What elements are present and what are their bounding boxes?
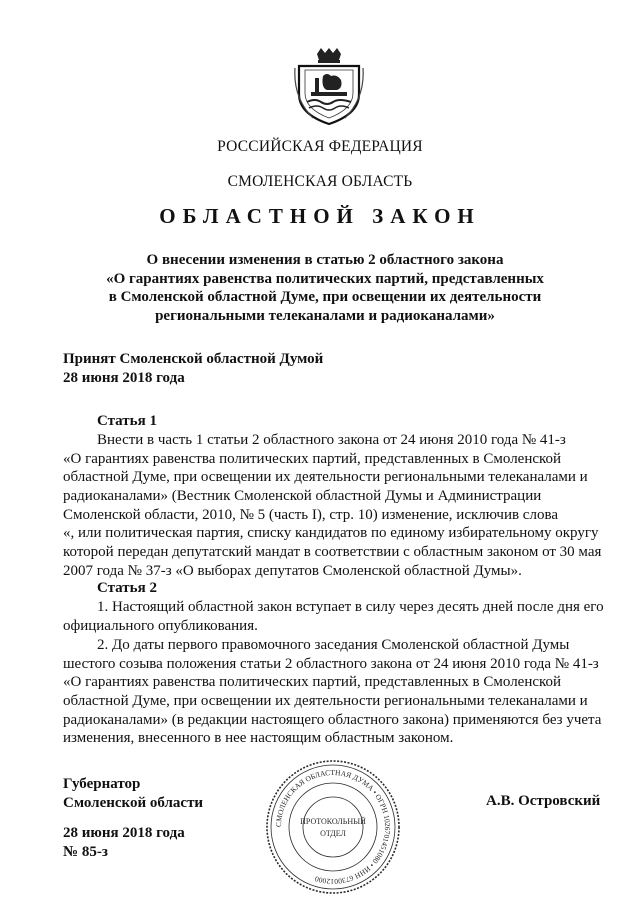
law-title: ОБЛАСТНОЙ ЗАКОН [159,204,481,228]
svg-text:ОТДЕЛ: ОТДЕЛ [320,829,346,838]
coat-of-arms-icon [293,48,365,128]
article-1-heading: Статья 1 [97,413,157,429]
svg-text:СМОЛЕНСКАЯ ОБЛАСТНАЯ ДУМА • ОГ: СМОЛЕНСКАЯ ОБЛАСТНАЯ ДУМА • ОГРН 1026701451080 • ИНН 6730012000 [273,767,393,887]
region-heading: СМОЛЕНСКАЯ ОБЛАСТЬ [227,173,413,190]
article-2-paragraph-1: 1. Настоящий областной закон вступает в силу через десять дней после дня его официального опубликования. [63,599,604,634]
article-2-heading: Статья 2 [97,580,157,596]
signing-date-block: 28 июня 2018 года № 85-з [63,825,185,860]
adoption-note: Принят Смоленской областной Думой 28 июня 2018 года [63,351,324,386]
svg-text:ПРОТОКОЛЬНЫЙ: ПРОТОКОЛЬНЫЙ [300,817,366,826]
official-seal-icon [263,757,403,897]
signatory-name: А.В. Островский [486,793,601,809]
law-subject: О внесении изменения в статью 2 областного закона «О гарантиях равенства политических партий, представленных в Смоленской областной Думе, при освещении их деятельности региональными телеканалами и радиоканалами» [106,252,544,324]
federation-heading: РОССИЙСКАЯ ФЕДЕРАЦИЯ [217,138,423,155]
article-1-text: Внести в часть 1 статьи 2 областного закона от 24 июня 2010 года № 41-з «О гарантиях равенства политических партий, представленных в Смоленской областной Думе, при освещении их деятельности региональными телеканалами и радиоканалами» (Вестник Смоленской областной Думы и Администрации Смоленской области, 2010, № 5 (часть I), стр. 10) изменение, исключив слова «, или политическая партия, списку кандидатов по единому избирательному округу которой передан депутатский мандат в соответствии с областным законом от 30 мая 2007 года № 37-з «О выборах депутатов Смоленской областной Думы». [63,432,602,579]
article-2-paragraph-2: 2. До даты первого правомочного заседания Смоленской областной Думы шестого созыва положения статьи 2 областного закона от 24 июня 2010 года № 41-з «О гарантиях равенства политических партий, представленных в Смоленской областной Думе, при освещении их деятельности региональными телеканалами и радиоканалами» (в редакции настоящего областного закона) применяются без учета изменения, внесенного в нее настоящим областным законом. [63,637,602,747]
signatory-title: Губернатор Смоленской области [63,776,204,811]
